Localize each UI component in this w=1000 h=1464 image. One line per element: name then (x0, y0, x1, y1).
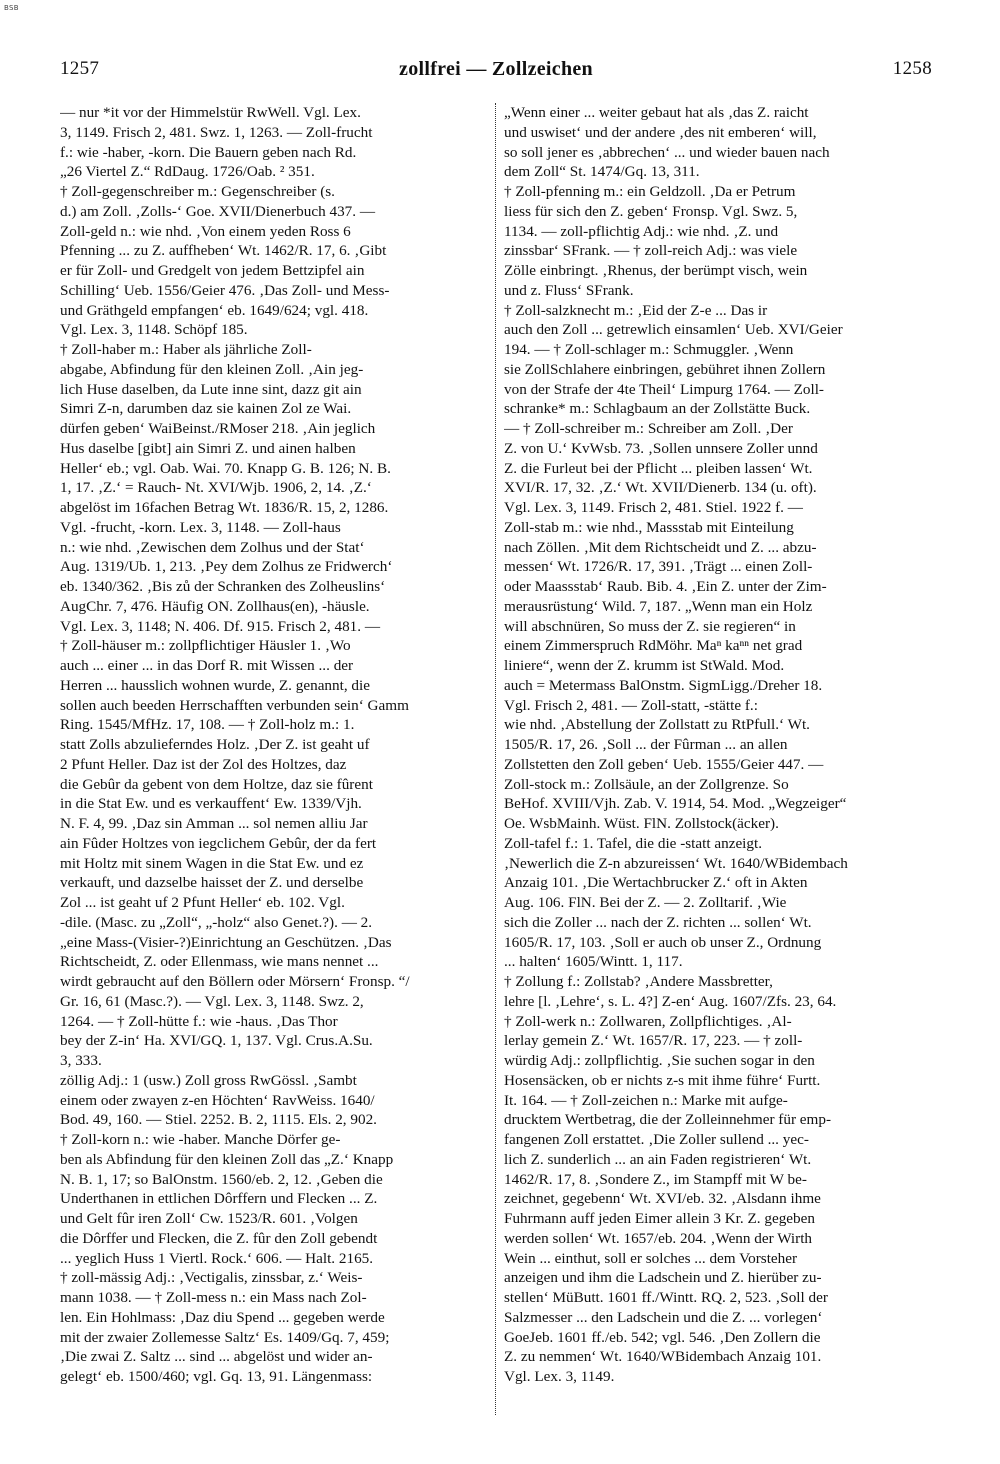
text-line: † Zoll-werk n.: Zollwaren, Zollpflichtiges. ‚Al- (504, 1012, 792, 1030)
text-line: werden sollen‘ Wt. 1657/eb. 204. ‚Wenn der Wirth (504, 1229, 813, 1247)
text-line: 1605/R. 17, 103. ‚Soll er auch ob unser Z., Ordnung (504, 933, 822, 951)
page-number-left: 1257 (60, 58, 100, 79)
text-line: „Wenn einer ... weiter gebaut hat als ‚das Z. raicht (504, 104, 809, 121)
text-line: auch den Zoll ... getrewlich einsamlen‘ Ueb. XVI/Geier (504, 321, 843, 339)
text-line: GoeJeb. 1601 ff./eb. 542; vgl. 546. ‚Den Zollern die (504, 1328, 821, 1346)
text-line: mit Holtz mit sinem Wagen in die Stat Ew. und ez (60, 854, 364, 872)
text-line: 1, 17. ‚Z.‘ = Rauch- Nt. XVI/Wjb. 1906, 2, 14. ‚Z.‘ (60, 479, 372, 497)
text-line: † Zoll-haber m.: Haber als jährliche Zoll- (60, 341, 312, 358)
text-line: Zoll-tafel f.: 1. Tafel, die die -statt anzeigt. (504, 834, 763, 852)
text-line: Zoll-stab m.: wie nhd., Massstab mit Einteilung (504, 518, 794, 536)
text-line: Zölle einbringt. ‚Rhenus, der berümpt visch, wein (504, 262, 808, 279)
text-line: stellen‘ MüButt. 1601 ff./Wintt. RQ. 2, 523. ‚Soll der (504, 1289, 828, 1306)
text-line: gelegt‘ eb. 1500/460; vgl. Gq. 13, 91. Längenmass: (60, 1368, 373, 1385)
text-line: ... yeglich Huss 1 Viertl. Rock.‘ 606. — Halt. 2165. (60, 1249, 374, 1267)
text-line: Vgl. Lex. 3, 1148; N. 406. Df. 915. Frisch 2, 481. — (60, 617, 381, 635)
text-line: — nur *it vor der Himmelstür RwWell. Vgl. Lex. (60, 104, 361, 121)
text-line: AugChr. 7, 476. Häufig ON. Zollhaus(en), -häusle. (60, 597, 370, 615)
text-line: Bod. 49, 160. — Stiel. 2252. B. 2, 1115. Els. 2, 902. (60, 1111, 377, 1129)
text-line: will abschnüren, So muss der Z. sie regieren“ in (504, 617, 796, 635)
text-line: liniere“, wenn der Z. krumm ist StWald. Mod. (504, 657, 785, 674)
text-line: sollen auch beeden Herrschafften verbunden sein‘ Gamm (60, 696, 409, 714)
text-line: Z. zu nemmen‘ Wt. 1640/WBidembach Anzaig 101. (504, 1348, 822, 1366)
text-line: „eine Mass-(Visier-?)Einrichtung an Geschützen. ‚Das (60, 933, 392, 951)
text-line: N. B. 1, 17; so BalOnstm. 1560/eb. 2, 12. ‚Geben die (60, 1170, 383, 1188)
text-line: fangenen Zoll erstattet. ‚Die Zoller sullend ... yec- (504, 1131, 809, 1148)
text-line: Wein ... einthut, soll er solches ... dem Vorsteher (504, 1249, 798, 1267)
text-line: Anzaig 101. ‚Die Wertachbrucker Z.‘ oft in Akten (504, 874, 808, 892)
text-line: die Gebûr da gebent von dem Holtze, daz sie fûrent (60, 775, 373, 793)
text-line: messen‘ Wt. 1726/R. 17, 391. ‚Trägt ... einen Zoll- (504, 558, 813, 576)
text-line: 3, 1149. Frisch 2, 481. Swz. 1, 1263. — Zoll-frucht (60, 123, 373, 141)
text-line: -dile. (Masc. zu „Zoll“, „-holz“ also Genet.?). — 2. (60, 913, 373, 931)
text-line: lich Z. sunderlich ... an ain Faden registrieren‘ Wt. (504, 1150, 812, 1168)
text-line: Aug. 106. FlN. Bei der Z. — 2. Zolltarif. ‚Wie (504, 894, 787, 911)
text-line: † Zoll-gegenschreiber m.: Gegenschreiber (s. (60, 183, 335, 200)
text-line: ‚Die zwai Z. Saltz ... sind ... abgelöst und wider an- (60, 1348, 373, 1366)
text-line: It. 164. — † Zoll-zeichen n.: Marke mit aufge- (504, 1091, 788, 1109)
text-line: von der Strafe der 4te Theil‘ Limpurg 1764. — Zoll- (504, 380, 824, 398)
page-header (60, 58, 932, 88)
text-line: Vgl. Frisch 2, 481. — Zoll-statt, -stätte f.: (504, 696, 758, 714)
text-line: XVI/R. 17, 32. ‚Z.‘ Wt. XVII/Dienerb. 134 (u. oft). (504, 479, 817, 497)
text-line: Underthanen in ettlichen Dôrffern und Flecken ... Z. (60, 1190, 378, 1208)
text-line: Vgl. Lex. 3, 1149. (504, 1368, 615, 1385)
text-line: und uswiset‘ und der andere ‚des nit emberen‘ will, (504, 123, 817, 141)
text-line: † Zoll-häuser m.: zollpflichtiger Häusler 1. ‚Wo (60, 637, 351, 655)
text-line: Aug. 1319/Ub. 1, 213. ‚Pey dem Zolhus ze Fridwerch‘ (60, 558, 393, 576)
text-line: N. F. 4, 99. ‚Daz sin Amman ... sol nemen alliu Jar (60, 815, 368, 832)
left-column (60, 103, 488, 1415)
text-line: liess für sich den Z. geben‘ Fronsp. Vgl. Swz. 5, (504, 202, 798, 220)
text-line: Schilling‘ Ueb. 1556/Geier 476. ‚Das Zoll- und Mess- (60, 281, 390, 299)
text-line: Z. die Furleut bei der Pflicht ... pleiben lassen‘ Wt. (504, 459, 813, 477)
text-line: abgelöst im 16fachen Betrag Wt. 1836/R. 15, 2, 1286. (60, 499, 389, 516)
text-line: Heller‘ eb.; vgl. Oab. Wai. 70. Knapp G. B. 126; N. B. (60, 459, 391, 477)
text-line: und Gelt fûr iren Zoll‘ Cw. 1523/R. 601. ‚Volgen (60, 1210, 358, 1227)
running-title: zollfrei — Zollzeichen (399, 58, 593, 80)
text-line: Zoll-geld n.: wie nhd. ‚Von einem yeden Ross 6 (60, 222, 351, 240)
text-line: so soll jener es ‚abbrechen‘ ... und wieder bauen nach (504, 143, 830, 161)
text-line: Vgl. -frucht, -korn. Lex. 3, 1148. — Zoll-haus (60, 518, 341, 536)
text-line: n.: wie nhd. ‚Zewischen dem Zolhus und der Stat‘ (60, 538, 365, 556)
text-line: verkauft, und dazselbe haisset der Z. und derselbe (60, 874, 364, 892)
text-line: anzeigen und ihm die Ladschein und Z. hierüber zu- (504, 1269, 822, 1287)
text-line: Zoll-stock m.: Zollsäule, an der Zollgrenze. So (504, 775, 789, 793)
text-line: abgabe, Abfindung für den kleinen Zoll. ‚Ain jeg- (60, 360, 364, 378)
page-number-right: 1258 (892, 58, 932, 79)
text-line: und z. Fluss‘ SFrank. (504, 281, 634, 299)
text-line: dürfen geben‘ WaiBeinst./RMoser 218. ‚Ain jeglich (60, 420, 376, 437)
text-line: Fuhrmann auff jeden Eimer allein 3 Kr. Z. gegeben (504, 1210, 815, 1227)
text-line: in die Stat Ew. und es verkauffent‘ Ew. 1339/Vjh. (60, 795, 362, 813)
text-line: schranke* m.: Schlagbaum an der Zollstätte Buck. (504, 400, 811, 418)
text-line: mit der zwaier Zollemesse Saltz‘ Es. 1409/Gq. 7, 459; (60, 1328, 390, 1346)
text-line: lich Huse daselben, da Lute inne sint, dazz git ain (60, 380, 362, 398)
text-line: 2 Pfunt Heller. Daz ist der Zol des Holtzes, daz (60, 755, 347, 773)
text-line: f.: wie -haber, -korn. Die Bauern geben nach Rd. (60, 143, 357, 161)
text-line: ain Fûder Holtzes von iegclichem Gebûr, der da fert (60, 834, 377, 852)
text-line: Z. von U.‘ KvWsb. 73. ‚Sollen unnsere Zoller unnd (504, 439, 818, 457)
text-line: 3, 333. (60, 1052, 102, 1069)
text-line: BeHof. XVIII/Vjh. Zab. V. 1914, 54. Mod. „Wegzeiger“ (504, 795, 847, 813)
text-line: Hus daselbe [gibt] ain Simri Z. und ainen halben (60, 439, 356, 457)
text-line: sich die Zoller ... nach der Z. richten ... sollen‘ Wt. (504, 913, 812, 931)
text-line: statt Zolls abzulieferndes Holz. ‚Der Z. ist geaht uf (60, 736, 370, 753)
text-line: † Zoll-salzknecht m.: ‚Eid der Z-e ... Das ir (504, 301, 768, 319)
text-line: und Gräthgeld empfangen‘ eb. 1649/624; vgl. 418. (60, 301, 369, 319)
text-columns (60, 103, 932, 1415)
text-line: ‚Newerlich die Z-n abzureissen‘ Wt. 1640/WBidembach (504, 854, 848, 872)
text-line: mann 1038. — † Zoll-mess n.: ein Mass nach Zol- (60, 1289, 367, 1306)
text-line: bey der Z-in‘ Ha. XVI/GQ. 1, 137. Vgl. Crus.A.Su. (60, 1032, 373, 1050)
text-line: 194. — † Zoll-schlager m.: Schmuggler. ‚Wenn (504, 341, 794, 358)
text-line: sie ZollSchlahere einbringen, gebühret ihnen Zollern (504, 360, 826, 378)
text-line: — † Zoll-schreiber m.: Schreiber am Zoll. ‚Der (504, 420, 793, 437)
text-line: merausrüstung‘ Wild. 7, 187. „Wenn man ein Holz (504, 597, 813, 615)
text-line: Salzmesser ... den Ladschein und die Z. ... vorlegen‘ (504, 1308, 823, 1326)
text-line: ben als Abfindung für den kleinen Zoll das „Z.‘ Knapp (60, 1150, 394, 1168)
text-line: Ring. 1545/MfHz. 17, 108. — † Zoll-holz m.: 1. (60, 716, 355, 734)
text-line: Gr. 16, 61 (Masc.?). — Vgl. Lex. 3, 1148. Swz. 2, (60, 992, 364, 1010)
text-line: Herren ... hausslich wohnen wurde, Z. genannt, die (60, 676, 370, 694)
text-line: einem Zimmerspruch RdMöhr. Maⁿ kaⁿⁿ net grad (504, 637, 803, 655)
text-line: auch ... einer ... in das Dorf R. mit Wissen ... der (60, 657, 354, 674)
text-line: 1264. — † Zoll-hütte f.: wie -haus. ‚Das Thor (60, 1012, 338, 1030)
text-line: Hosensäcken, ob er nichts z-s mit ihme führe‘ Furtt. (504, 1071, 821, 1089)
text-line: Zollstetten den Zoll geben‘ Ueb. 1555/Geier 447. — (504, 755, 824, 773)
right-column (504, 103, 932, 1415)
text-line: 1505/R. 17, 26. ‚Soll ... der Fûrman ... an allen (504, 736, 788, 753)
text-line: auch = Metermass BalOnstm. SigmLigg./Dreher 18. (504, 676, 823, 694)
text-line: zinssbar‘ SFrank. — † zoll-reich Adj.: was viele (504, 242, 798, 260)
text-line: wirdt gebraucht auf den Böllern oder Mörsern‘ Fronsp. “/ (60, 973, 410, 990)
text-line: Zol ... ist geaht uf 2 Pfunt Heller‘ eb. 102. Vgl. (60, 894, 345, 911)
text-line: Oe. WsbMainh. Wüst. FlN. Zollstock(äcker). (504, 815, 779, 832)
text-line: lerlay gemein Z.‘ Wt. 1657/R. 17, 223. — † zoll- (504, 1032, 803, 1050)
text-line: 1462/R. 17, 8. ‚Sondere Z., im Stampff mit W be- (504, 1170, 807, 1188)
text-line: dem Zoll“ St. 1474/Gq. 13, 311. (504, 163, 700, 181)
text-line: † Zoll-pfenning m.: ein Geldzoll. ‚Da er Petrum (504, 183, 796, 200)
text-line: Vgl. Lex. 3, 1148. Schöpf 185. (60, 321, 248, 339)
text-line: ... halten‘ 1605/Wintt. 1, 117. (504, 953, 683, 971)
text-line: len. Ein Hohlmass: ‚Daz diu Spend ... gegeben werde (60, 1308, 385, 1326)
text-line: Pfenning ... zu Z. auffheben‘ Wt. 1462/R. 17, 6. ‚Gibt (60, 242, 387, 260)
text-line: Richtscheidt, Z. oder Ellenmass, wie mans nennet ... (60, 953, 379, 971)
text-line: Simri Z-n, darumben daz sie kainen Zol ze Wai. (60, 400, 352, 418)
text-line: drucktem Wertbetrag, die der Zolleinnehmer für emp- (504, 1111, 832, 1129)
text-line: nach Zöllen. ‚Mit dem Richtscheidt und Z. ... abzu- (504, 538, 817, 556)
library-stamp: BSB (4, 4, 19, 12)
text-line: einem oder zwayen z-en Höchten‘ RavWeiss. 1640/ (60, 1091, 375, 1109)
text-line: oder Maassstab‘ Raub. Bib. 4. ‚Ein Z. unter der Zim- (504, 578, 827, 595)
text-line: er für Zoll- und Gredgelt von jedem Bettzipfel ain (60, 262, 365, 279)
text-line: 1134. — zoll-pflichtig Adj.: wie nhd. ‚Z. und (504, 222, 779, 240)
text-line: eb. 1340/362. ‚Bis zů der Schranken des Zolheuslins‘ (60, 578, 386, 595)
text-line: Vgl. Lex. 3, 1149. Frisch 2, 481. Stiel. 1922 f. — (504, 499, 803, 516)
text-line: † Zollung f.: Zollstab? ‚Andere Massbretter, (504, 973, 773, 990)
text-line: wie nhd. ‚Abstellung der Zollstatt zu RtPfull.‘ Wt. (504, 716, 810, 734)
text-line: † Zoll-korn n.: wie -haber. Manche Dörfer ge- (60, 1131, 341, 1148)
text-line: d.) am Zoll. ‚Zolls-‘ Goe. XVII/Dienerbuch 437. — (60, 202, 376, 220)
text-line: † zoll-mässig Adj.: ‚Vectigalis, zinssbar, z.‘ Weis- (60, 1269, 363, 1287)
text-line: „26 Viertel Z.“ RdDaug. 1726/Oab. ² 351. (60, 163, 315, 181)
text-line: zöllig Adj.: 1 (usw.) Zoll gross RwGössl. ‚Sambt (60, 1071, 357, 1089)
text-line: die Dôrffer und Flecken, die Z. fûr den Zoll gebendt (60, 1229, 378, 1247)
text-line: lehre [l. ‚Lehre‘, s. L. 4?] Z-en‘ Aug. 1607/Zfs. 23, 64. (504, 992, 837, 1010)
text-line: würdig Adj.: zollpflichtig. ‚Sie suchen sogar in den (504, 1052, 815, 1069)
column-divider (495, 103, 496, 1415)
text-line: zeichnet, gegebenn‘ Wt. XVI/eb. 32. ‚Alsdann ihme (504, 1190, 821, 1208)
